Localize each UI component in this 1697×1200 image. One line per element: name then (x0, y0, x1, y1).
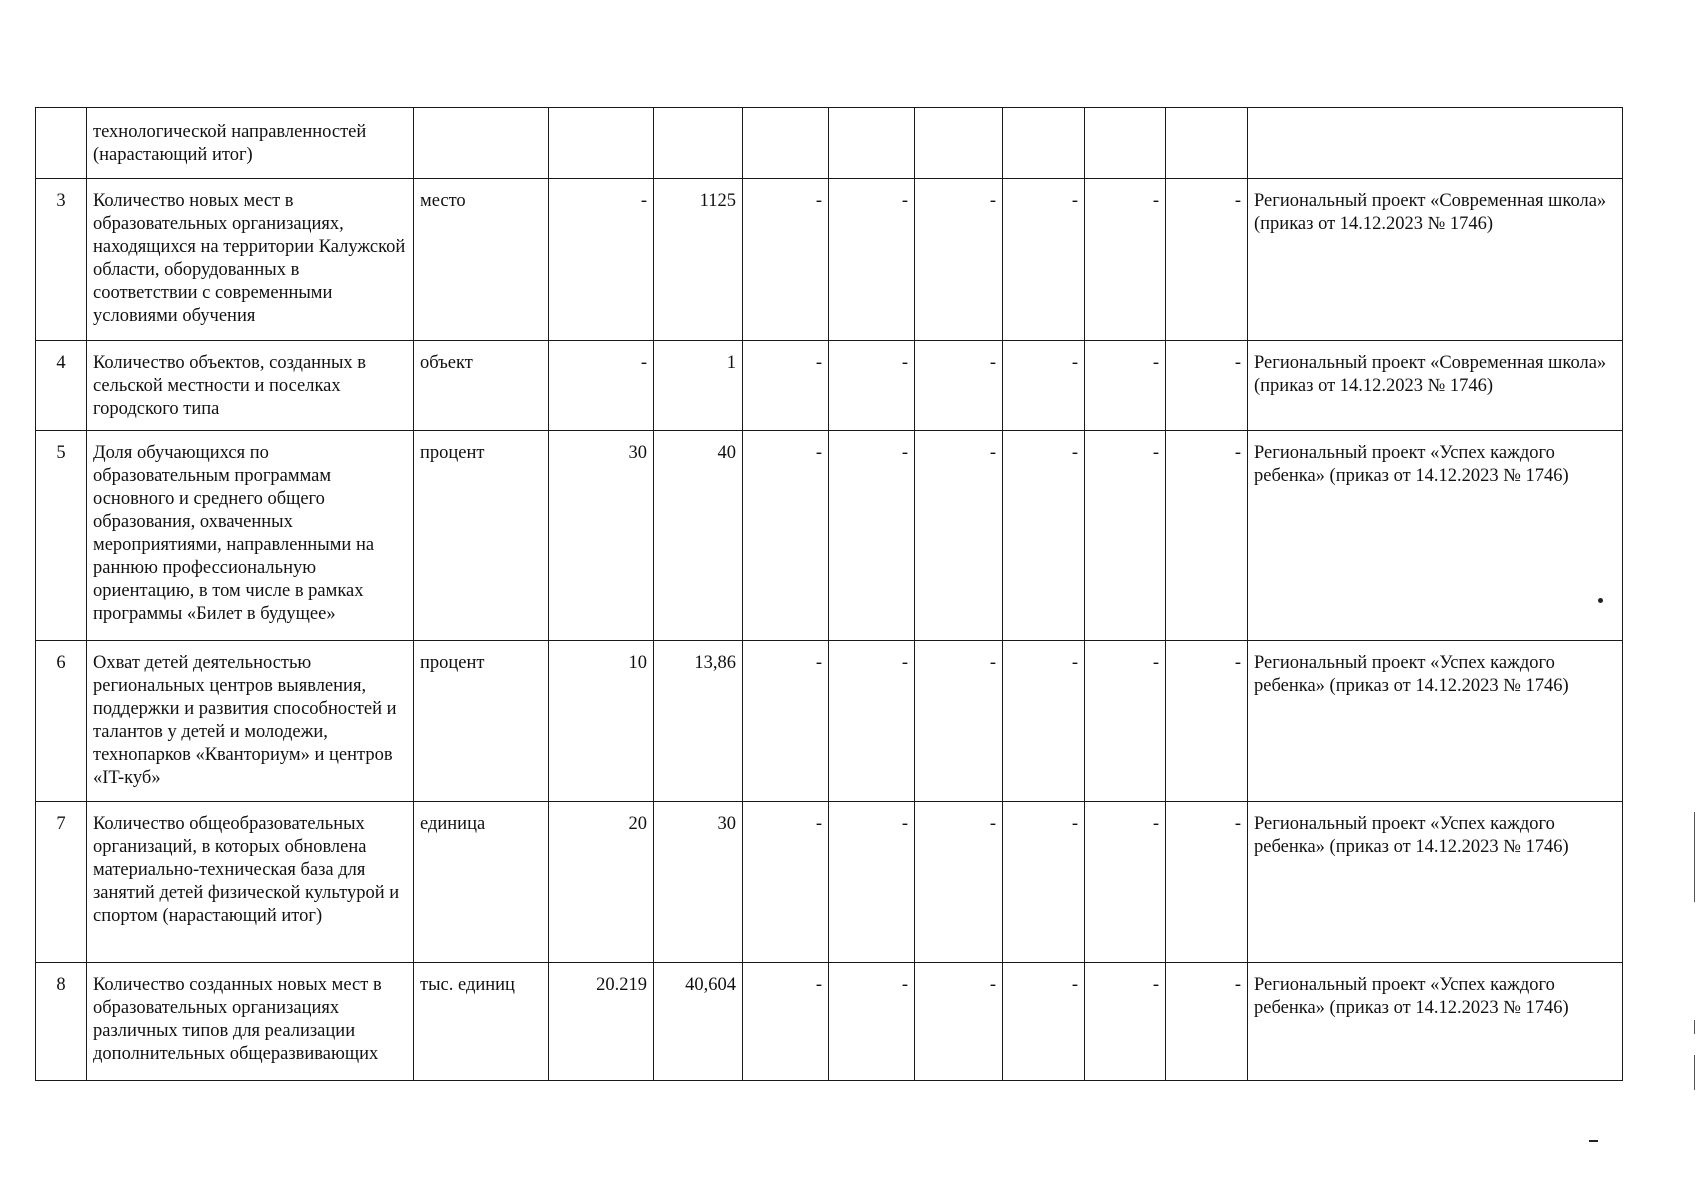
table-row (36, 108, 1623, 179)
value-cell: - (829, 802, 915, 963)
value-cell: - (1166, 431, 1248, 641)
value-cell: - (1003, 179, 1085, 341)
value-cell: - (1003, 802, 1085, 963)
value-cell (549, 108, 654, 179)
value-cell: 1125 (654, 179, 743, 341)
indicator-name: Количество созданных новых мест в образовательных организациях различных типов для реализации дополнительных общеразвивающих (87, 963, 414, 1081)
value-cell: - (829, 431, 915, 641)
value-cell: - (549, 341, 654, 431)
unit-of-measure: процент (414, 641, 549, 802)
scan-edge-mark (1694, 1020, 1695, 1034)
scan-edge-mark (1694, 812, 1695, 902)
source-document: Региональный проект «Успех каждого ребенка» (приказ от 14.12.2023 № 1746) (1248, 802, 1623, 963)
table-row (36, 341, 1623, 431)
unit-of-measure: место (414, 179, 549, 341)
value-cell: - (1166, 341, 1248, 431)
value-cell (829, 108, 915, 179)
value-cell: - (829, 179, 915, 341)
value-cell: - (743, 341, 829, 431)
source-document: Региональный проект «Успех каждого ребенка» (приказ от 14.12.2023 № 1746) (1248, 431, 1623, 641)
value-cell: - (1003, 641, 1085, 802)
source-document: Региональный проект «Современная школа» (приказ от 14.12.2023 № 1746) (1248, 341, 1623, 431)
row-number: 4 (36, 341, 87, 431)
row-number: 3 (36, 179, 87, 341)
indicator-name: Количество общеобразовательных организаций, в которых обновлена материально-техническая база для занятий детей физической культурой и спортом (нарастающий итог) (87, 802, 414, 963)
value-cell: - (915, 641, 1003, 802)
value-cell: - (829, 641, 915, 802)
row-number: 6 (36, 641, 87, 802)
value-cell: - (743, 431, 829, 641)
table-row (36, 963, 1623, 1081)
value-cell: - (1085, 641, 1166, 802)
unit-of-measure (414, 108, 549, 179)
row-number (36, 108, 87, 179)
row-number: 7 (36, 802, 87, 963)
source-document: Региональный проект «Успех каждого ребенка» (приказ от 14.12.2023 № 1746) (1248, 963, 1623, 1081)
value-cell (1003, 108, 1085, 179)
value-cell: - (915, 341, 1003, 431)
indicators-table (35, 107, 1623, 1081)
indicator-name: технологической направленностей (нарастающий итог) (87, 108, 414, 179)
value-cell (1166, 108, 1248, 179)
value-cell: - (915, 963, 1003, 1081)
value-cell (1085, 108, 1166, 179)
source-document: Региональный проект «Успех каждого ребенка» (приказ от 14.12.2023 № 1746) (1248, 641, 1623, 802)
value-cell (743, 108, 829, 179)
scan-edge-mark (1694, 1055, 1695, 1090)
value-cell: 30 (549, 431, 654, 641)
indicator-name: Доля обучающихся по образовательным программам основного и среднего общего образования, охваченных мероприятиями, направленными на раннюю профессиональную ориентацию, в том числе в рамках программы «Билет в будущее» (87, 431, 414, 641)
value-cell: - (1166, 802, 1248, 963)
value-cell: 40 (654, 431, 743, 641)
value-cell: 40,604 (654, 963, 743, 1081)
value-cell: 30 (654, 802, 743, 963)
scan-speck (1598, 598, 1603, 603)
unit-of-measure: объект (414, 341, 549, 431)
value-cell: 20.219 (549, 963, 654, 1081)
value-cell: - (915, 179, 1003, 341)
value-cell: - (1166, 641, 1248, 802)
value-cell (654, 108, 743, 179)
source-document: Региональный проект «Современная школа» (приказ от 14.12.2023 № 1746) (1248, 179, 1623, 341)
value-cell: - (743, 802, 829, 963)
table-row (36, 802, 1623, 963)
value-cell: - (829, 963, 915, 1081)
unit-of-measure: тыс. единиц (414, 963, 549, 1081)
source-document (1248, 108, 1623, 179)
value-cell: - (743, 963, 829, 1081)
table-row (36, 641, 1623, 802)
value-cell: - (1085, 341, 1166, 431)
scan-speck (1589, 1140, 1598, 1142)
value-cell: - (829, 341, 915, 431)
value-cell: - (1166, 963, 1248, 1081)
value-cell: 1 (654, 341, 743, 431)
value-cell: - (1003, 963, 1085, 1081)
indicator-name: Количество объектов, созданных в сельской местности и поселках городского типа (87, 341, 414, 431)
table-row (36, 431, 1623, 641)
value-cell: - (1003, 431, 1085, 641)
value-cell: - (1085, 431, 1166, 641)
value-cell: - (1003, 341, 1085, 431)
value-cell: - (549, 179, 654, 341)
value-cell: - (915, 802, 1003, 963)
value-cell: - (743, 179, 829, 341)
unit-of-measure: единица (414, 802, 549, 963)
value-cell: - (915, 431, 1003, 641)
value-cell: - (1085, 802, 1166, 963)
row-number: 5 (36, 431, 87, 641)
value-cell (915, 108, 1003, 179)
value-cell: - (1166, 179, 1248, 341)
value-cell: - (743, 641, 829, 802)
value-cell: 20 (549, 802, 654, 963)
indicator-name: Количество новых мест в образовательных организациях, находящихся на территории Калужской области, оборудованных в соответствии с современными условиями обучения (87, 179, 414, 341)
row-number: 8 (36, 963, 87, 1081)
value-cell: 13,86 (654, 641, 743, 802)
unit-of-measure: процент (414, 431, 549, 641)
table-row (36, 179, 1623, 341)
value-cell: 10 (549, 641, 654, 802)
value-cell: - (1085, 963, 1166, 1081)
value-cell: - (1085, 179, 1166, 341)
indicator-name: Охват детей деятельностью региональных центров выявления, поддержки и развития способностей и талантов у детей и молодежи, технопарков «Кванториум» и центров «IT-куб» (87, 641, 414, 802)
